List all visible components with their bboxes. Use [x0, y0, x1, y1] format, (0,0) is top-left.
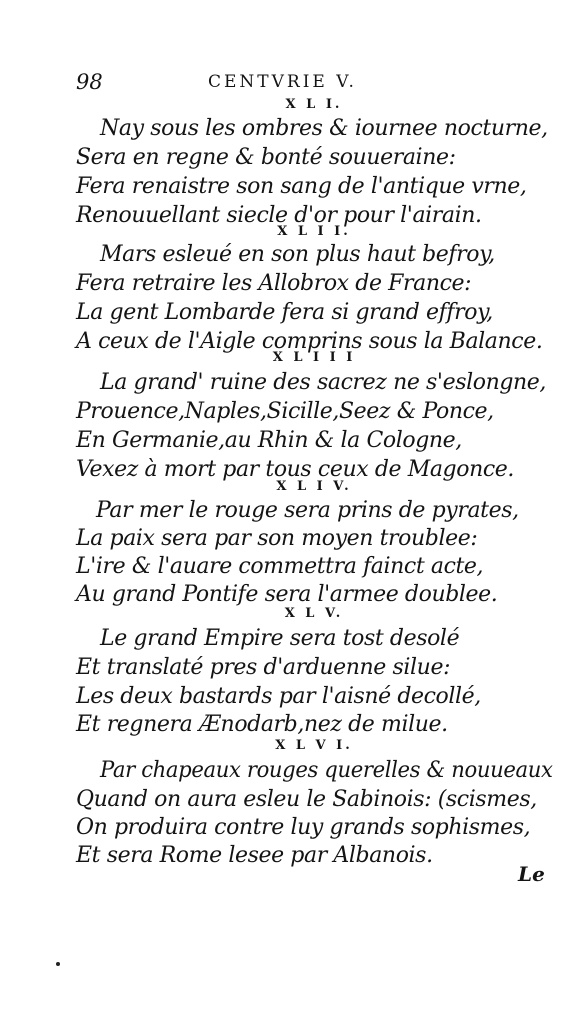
verse-line: Renouuellant siecle d'or pour l'airain.	[76, 203, 482, 228]
verse-line: On produira contre luy grands sophismes,	[76, 815, 531, 840]
verse-line: La paix sera par son moyen troublee:	[76, 526, 478, 551]
verse-line: Et regnera Ænodarb,nez de milue.	[76, 712, 448, 737]
verse-line: Vexez à mort par tous ceux de Magonce.	[76, 457, 514, 482]
quatrain-heading: X L I I I	[272, 350, 356, 365]
verse-line: En Germanie,au Rhin & la Cologne,	[76, 428, 462, 453]
quatrain-heading: X L I V.	[276, 479, 352, 494]
catchword: Le	[518, 862, 545, 886]
verse-line: La grand' ruine des sacrez ne s'eslongne,	[100, 370, 547, 395]
verse-line: Quand on aura esleu le Sabinois: (scismes,	[76, 787, 537, 812]
ink-speck	[56, 962, 60, 966]
quatrain-heading: X L I.	[285, 97, 343, 112]
verse-line: Et translaté pres d'arduenne silue:	[76, 655, 451, 680]
quatrain-heading: X L V.	[284, 606, 344, 621]
verse-line: Fera renaistre son sang de l'antique vrne,	[76, 174, 527, 199]
verse-line: Au grand Pontife sera l'armee doublee.	[76, 582, 498, 607]
verse-line: Mars esleué en son plus haut befroy,	[100, 242, 495, 267]
quatrain-heading: X L V I.	[275, 738, 353, 753]
verse-line: A ceux de l'Aigle comprins sous la Balance.	[76, 329, 543, 354]
page-number: 98	[76, 70, 103, 94]
verse-line: Prouence,Naples,Sicille,Seez & Ponce,	[76, 399, 494, 424]
verse-line: Les deux bastards par l'aisné decollé,	[76, 684, 481, 709]
verse-line: L'ire & l'auare commettra fainct acte,	[76, 554, 484, 579]
page-header	[76, 70, 556, 96]
verse-line: Par chapeaux rouges querelles & nouueaux	[100, 758, 553, 783]
verse-line: Et sera Rome lesee par Albanois.	[76, 843, 433, 868]
verse-line: Fera retraire les Allobrox de France:	[76, 271, 472, 296]
verse-line: Par mer le rouge sera prins de pyrates,	[96, 498, 519, 523]
verse-line: Nay sous les ombres & iournee nocturne,	[100, 116, 548, 141]
verse-line: La gent Lombarde fera si grand effroy,	[76, 300, 493, 325]
quatrain-heading: X L I I.	[277, 224, 351, 239]
verse-line: Sera en regne & bonté souueraine:	[76, 145, 456, 170]
verse-line: Le grand Empire sera tost desolé	[100, 626, 460, 651]
running-title: CENTVRIE V.	[208, 72, 357, 92]
